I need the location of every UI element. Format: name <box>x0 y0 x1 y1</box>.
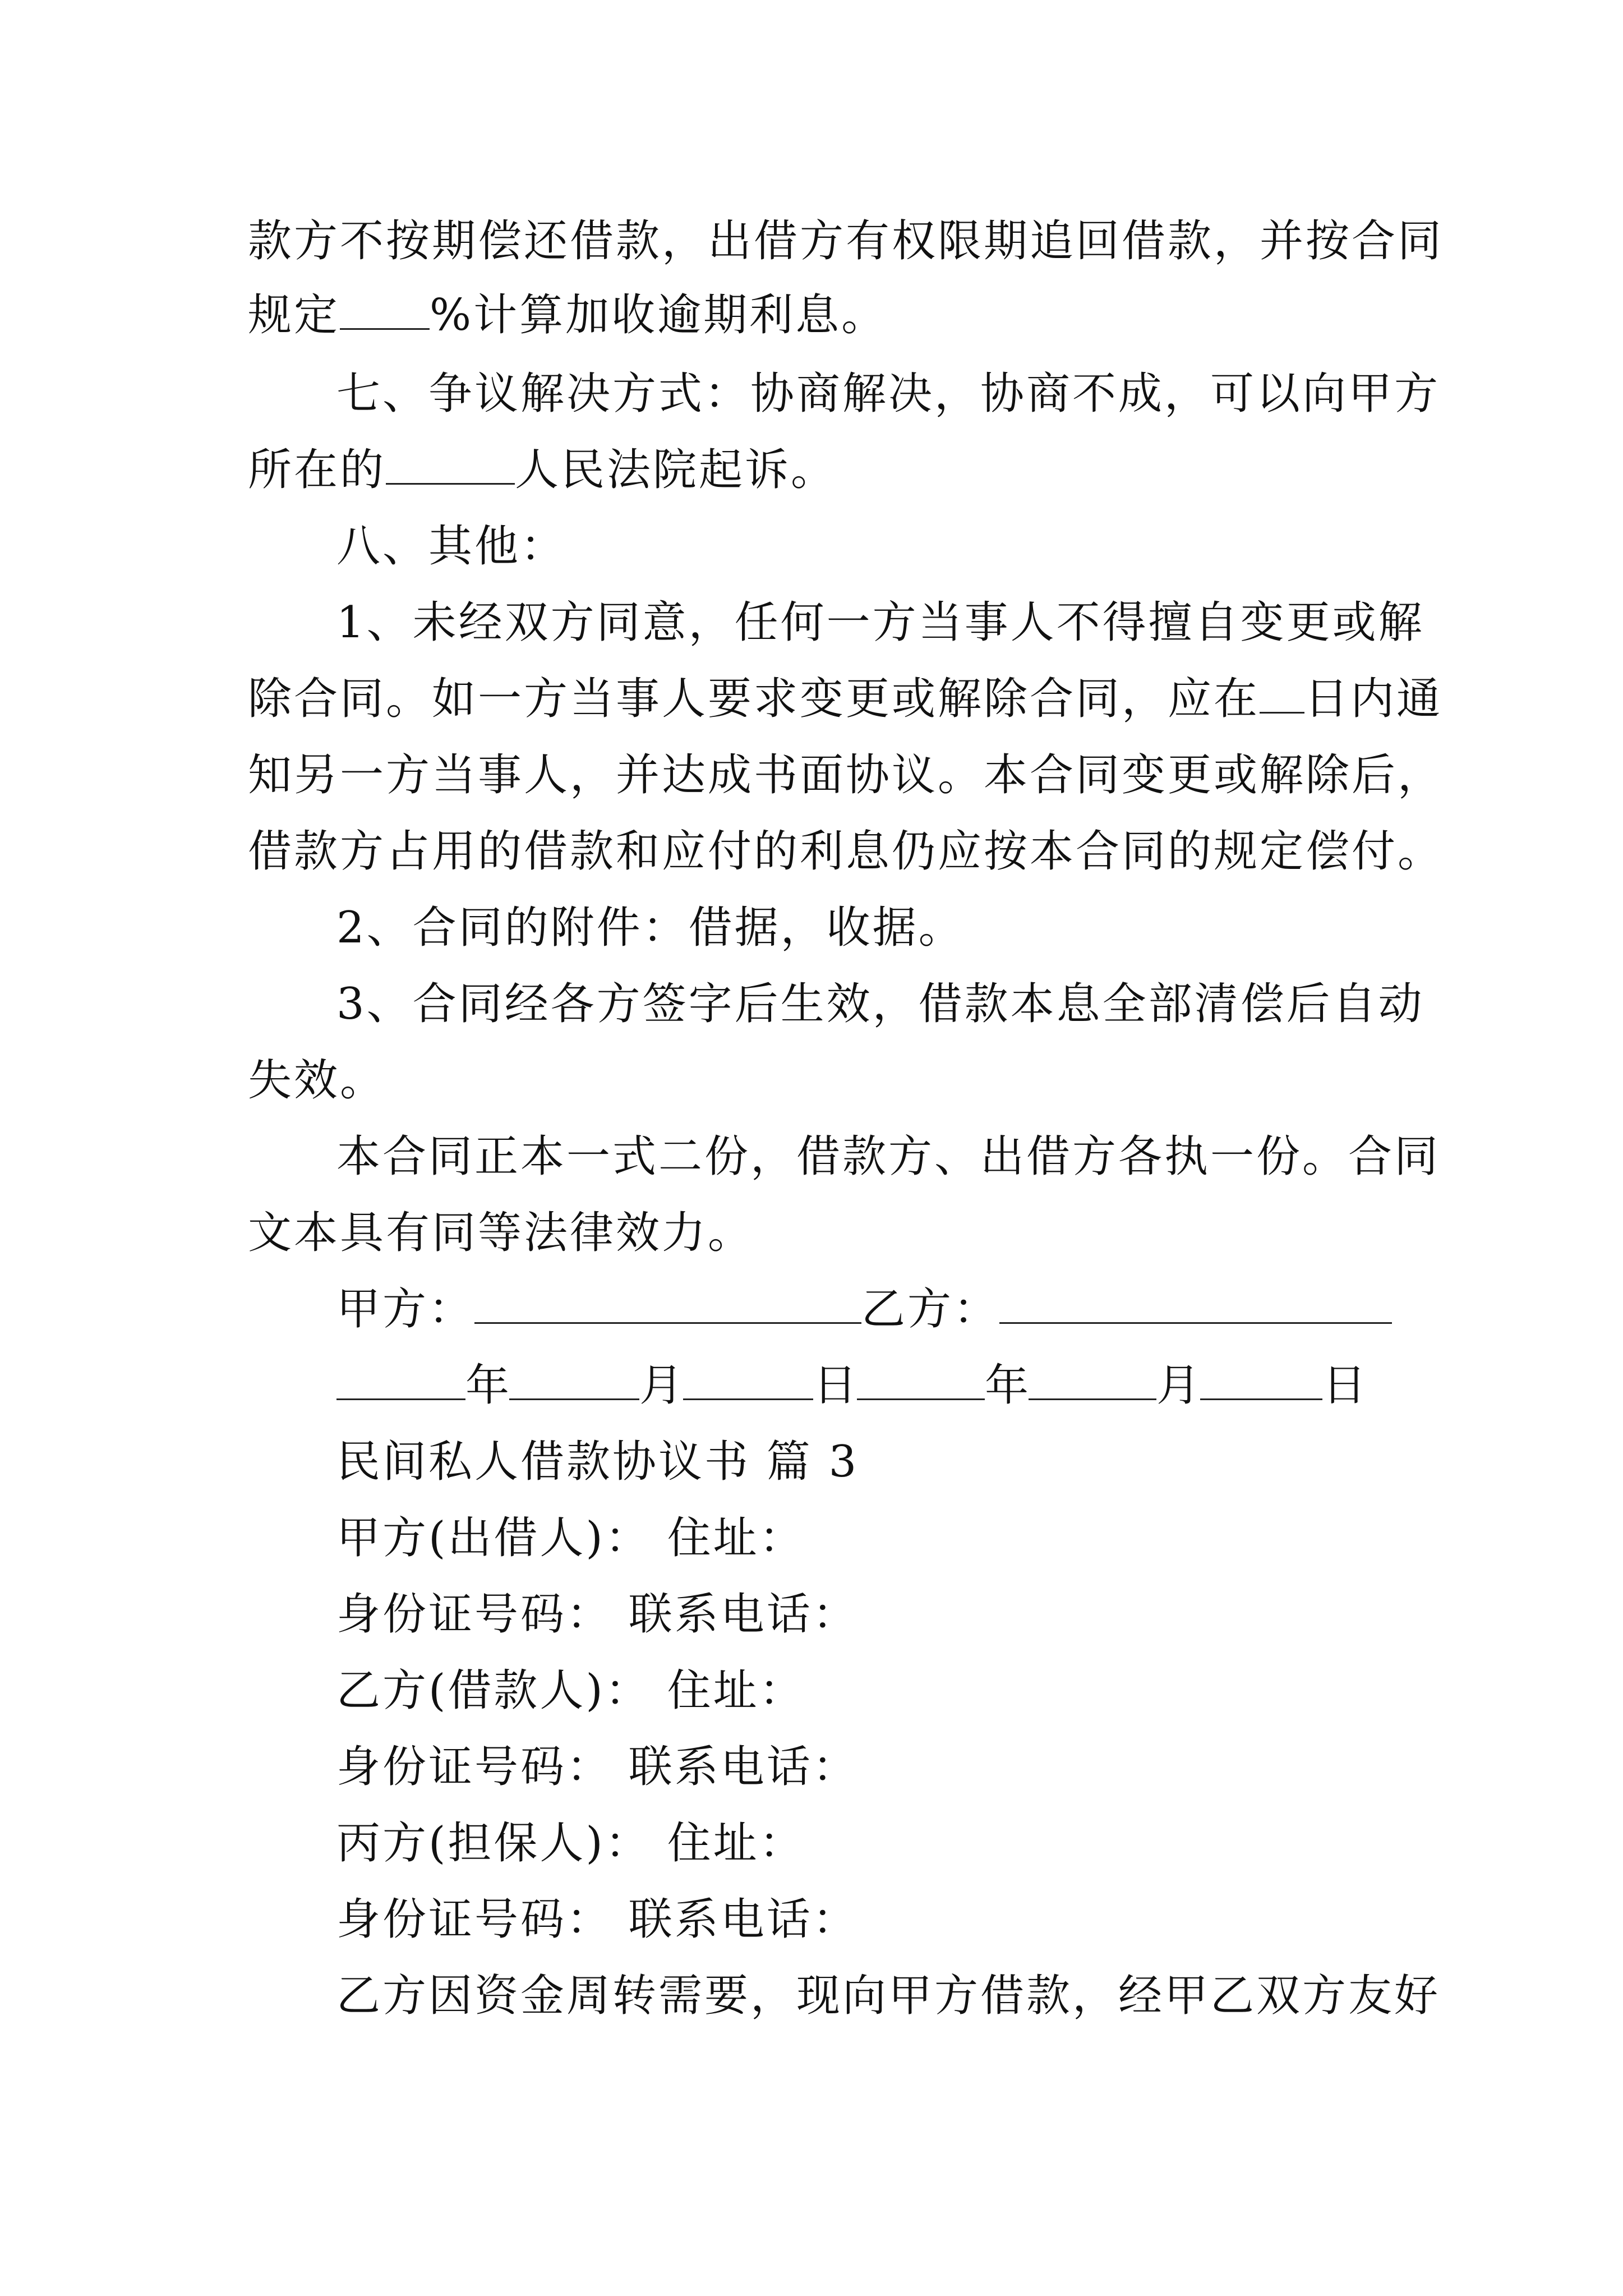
paragraph-line <box>248 671 1443 727</box>
borrower-info: 乙方(借款人)： 住址： <box>336 1665 805 1716</box>
text-fragment: 规定 <box>248 290 340 341</box>
paragraph-line: 1、未经双方同意，任何一方当事人不得擅自变更或解 <box>336 597 1424 648</box>
text-fragment: %计算加收逾期利息。 <box>430 290 888 341</box>
paragraph-line: 失效。 <box>248 1055 386 1106</box>
paragraph-line: 借款方占用的借款和应付的利息仍应按本合同的规定偿付。 <box>248 826 1444 877</box>
month-label: 月 <box>639 1360 684 1411</box>
lender-id-info: 身份证号码： 联系电话： <box>336 1589 859 1640</box>
text-fragment: 除合同。如一方当事人要求变更或解除合同，应在 <box>248 674 1260 724</box>
fill-blank[interactable] <box>1260 678 1304 714</box>
paragraph-line <box>248 287 1392 343</box>
date-row <box>336 1358 1392 1414</box>
year-field[interactable] <box>857 1365 985 1400</box>
paragraph-line: 乙方因资金周转需要，现向甲方借款，经甲乙双方友好 <box>336 1971 1441 2021</box>
year-label: 年 <box>465 1360 510 1411</box>
month-field[interactable] <box>1029 1365 1156 1400</box>
text-fragment: 人民法院起诉。 <box>515 445 837 495</box>
lender-info: 甲方(出借人)： 住址： <box>336 1513 805 1563</box>
paragraph-line: 七、争议解决方式：协商解决，协商不成，可以向甲方 <box>336 369 1441 419</box>
paragraph-line: 本合同正本一式二份，借款方、出借方各执一份。合同 <box>336 1131 1441 1182</box>
party-b-signature-field[interactable] <box>999 1289 1392 1324</box>
party-a-signature-field[interactable] <box>474 1289 861 1324</box>
fill-blank[interactable] <box>386 449 515 485</box>
guarantor-info: 丙方(担保人)： 住址： <box>336 1818 805 1869</box>
paragraph-line <box>248 442 1392 498</box>
section-heading: 八、其他： <box>336 521 567 572</box>
text-fragment: 所在的 <box>248 445 386 495</box>
day-label: 日 <box>813 1360 857 1411</box>
paragraph-line: 文本具有同等法律效力。 <box>248 1208 754 1258</box>
year-label: 年 <box>985 1360 1029 1411</box>
year-field[interactable] <box>336 1365 465 1400</box>
signature-row <box>336 1281 1392 1337</box>
day-field[interactable] <box>683 1365 813 1400</box>
paragraph-line: 3、合同经各方签字后生效，借款本息全部清偿后自动 <box>336 979 1424 1029</box>
day-label: 日 <box>1322 1360 1367 1411</box>
paragraph-line: 款方不按期偿还借款，出借方有权限期追回借款，并按合同 <box>248 216 1444 266</box>
text-fragment: 日内通 <box>1304 674 1443 724</box>
paragraph-line: 2、合同的附件：借据，收据。 <box>336 903 965 953</box>
party-a-label: 甲方： <box>336 1284 475 1335</box>
fill-blank[interactable] <box>340 295 430 330</box>
paragraph-line: 知另一方当事人，并达成书面协议。本合同变更或解除后， <box>248 750 1444 800</box>
section-title: 民间私人借款协议书 篇 3 <box>336 1437 859 1487</box>
party-b-label: 乙方： <box>861 1284 1000 1335</box>
month-label: 月 <box>1156 1360 1201 1411</box>
borrower-id-info: 身份证号码： 联系电话： <box>336 1742 859 1792</box>
guarantor-id-info: 身份证号码： 联系电话： <box>336 1894 859 1945</box>
day-field[interactable] <box>1200 1365 1322 1400</box>
month-field[interactable] <box>509 1365 639 1400</box>
